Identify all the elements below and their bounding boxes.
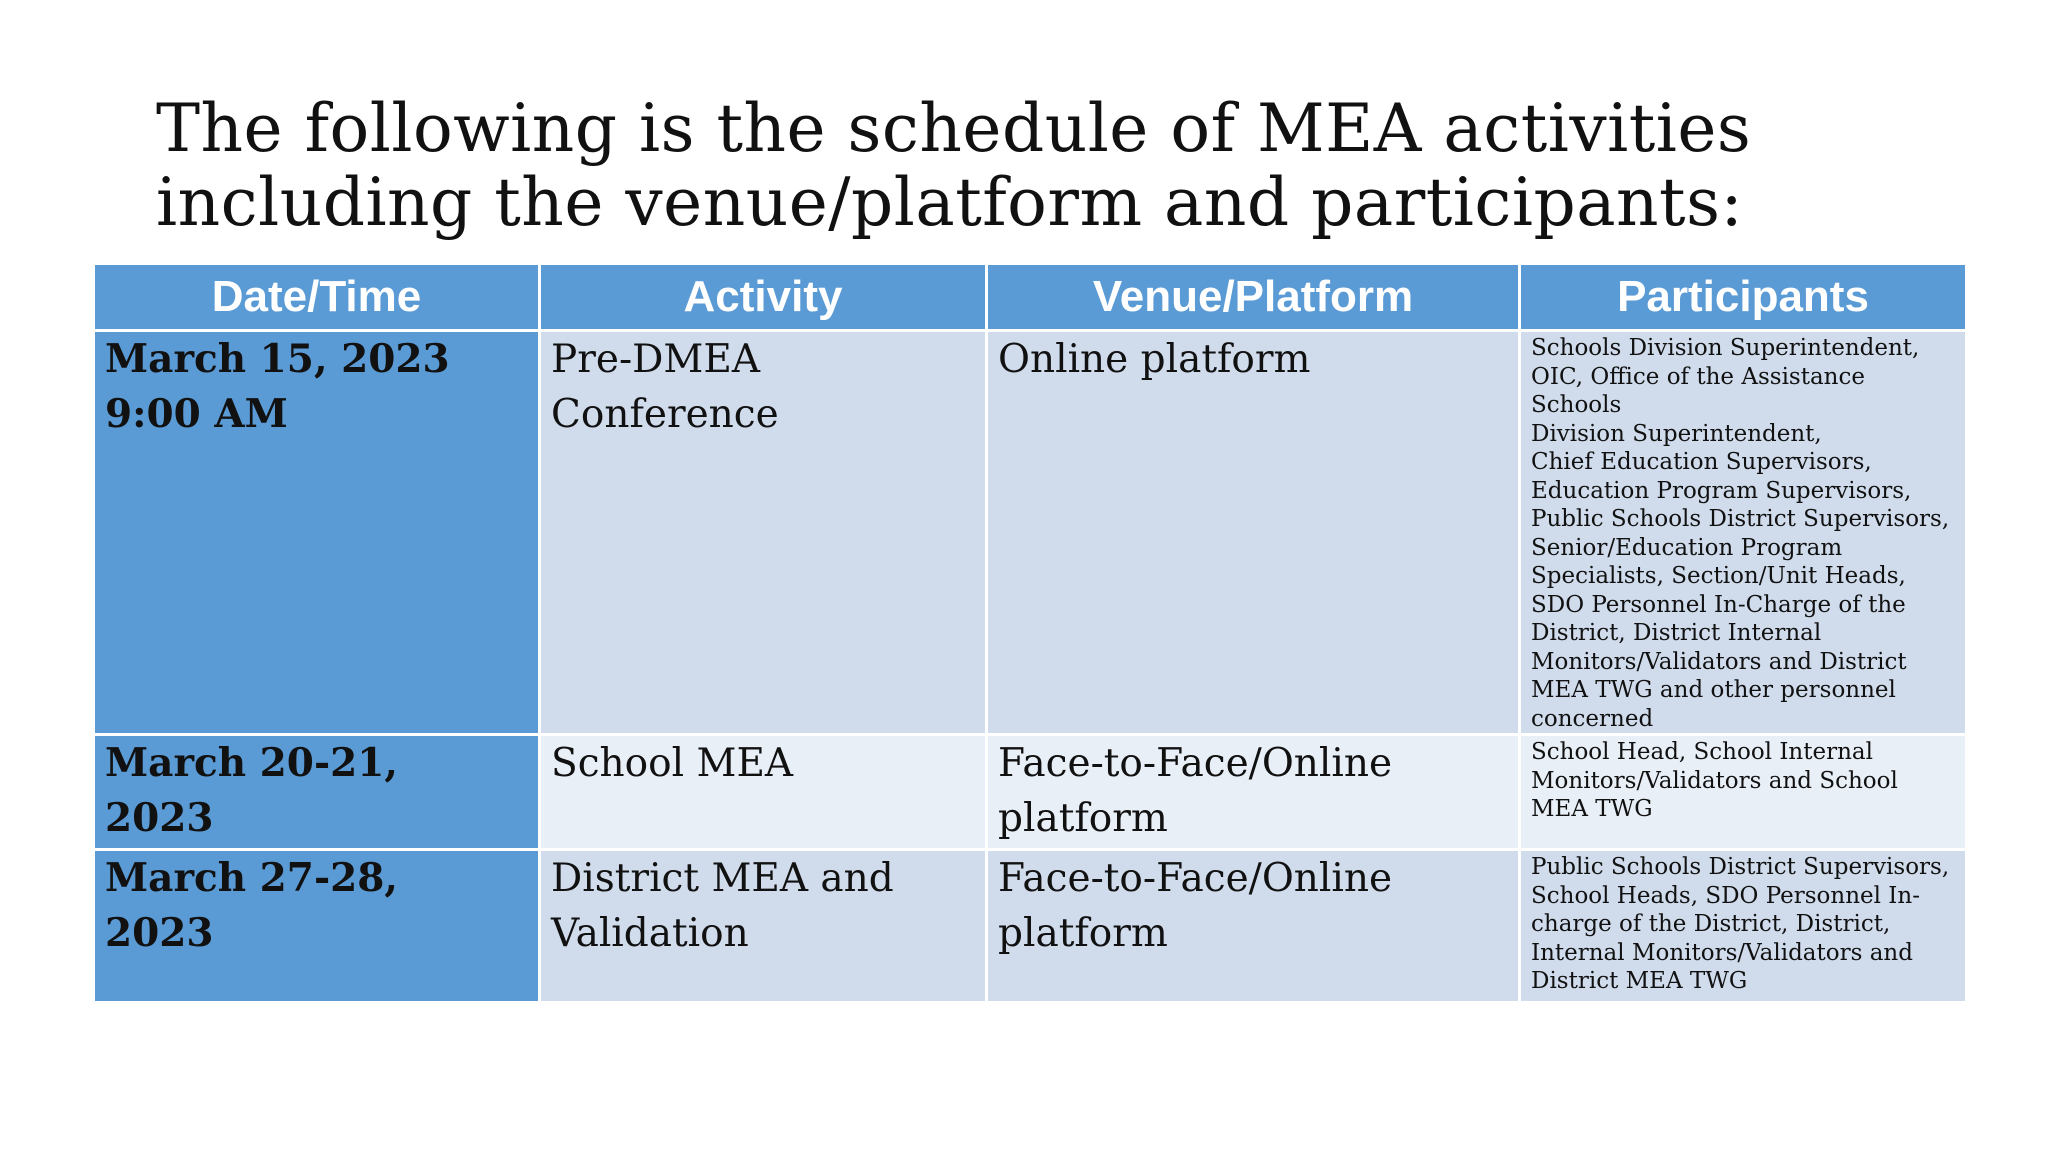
slide-title-line-2: including the venue/platform and participants:: [156, 164, 1744, 241]
activity-cell: [540, 331, 987, 735]
table-row: [94, 850, 1967, 1003]
slide-title-line-1: The following is the schedule of MEA activities: [156, 90, 1752, 167]
venue-text: Face-to-Face/Online platform: [998, 856, 1393, 956]
activity-text: Pre-DMEA Conference: [551, 337, 779, 437]
date-cell: [94, 850, 540, 1003]
participants-text: School Head, School Internal Monitors/Validators and School MEA TWG: [1531, 739, 1898, 822]
date-text: March 27-28, 2023: [105, 855, 398, 956]
activity-cell: [540, 850, 987, 1003]
participants-cell: [1520, 331, 1967, 735]
participants-cell: [1520, 735, 1967, 850]
date-cell: [94, 331, 540, 735]
participants-cell: [1520, 850, 1967, 1003]
participants-text: Public Schools District Supervisors, School Heads, SDO Personnel In- charge of the District, District, Internal Monitors/Validators and District MEA TWG: [1531, 854, 1950, 994]
activity-cell: [540, 735, 987, 850]
slide-title: [156, 92, 1956, 240]
table-row: [94, 735, 1967, 850]
venue-text: Online platform: [998, 337, 1311, 382]
header-activity: Activity: [540, 264, 987, 331]
schedule-table: [92, 262, 1968, 1004]
activity-text: School MEA: [551, 741, 794, 786]
venue-text: Face-to-Face/Online platform: [998, 741, 1393, 841]
date-text: March 15, 2023 9:00 AM: [105, 336, 450, 437]
participants-text: Schools Division Superintendent, OIC, Office of the Assistance Schools Division Superintendent, Chief Education Supervisors, Education Program Supervisors, Public Schools District Supervisors, Senior/Education Program Specialists, Section/Unit Heads, SDO Personnel In-Charge of the District, District Internal Monitors/Validators and District MEA TWG and other personnel concerned: [1531, 335, 1950, 732]
table-header-row: [94, 264, 1967, 331]
venue-cell: [987, 850, 1520, 1003]
header-venue-platform: Venue/Platform: [987, 264, 1520, 331]
date-text: March 20-21, 2023: [105, 740, 398, 841]
header-date-time: Date/Time: [94, 264, 540, 331]
table-row: [94, 331, 1967, 735]
venue-cell: [987, 735, 1520, 850]
venue-cell: [987, 331, 1520, 735]
activity-text: District MEA and Validation: [551, 856, 894, 956]
header-participants: Participants: [1520, 264, 1967, 331]
date-cell: [94, 735, 540, 850]
